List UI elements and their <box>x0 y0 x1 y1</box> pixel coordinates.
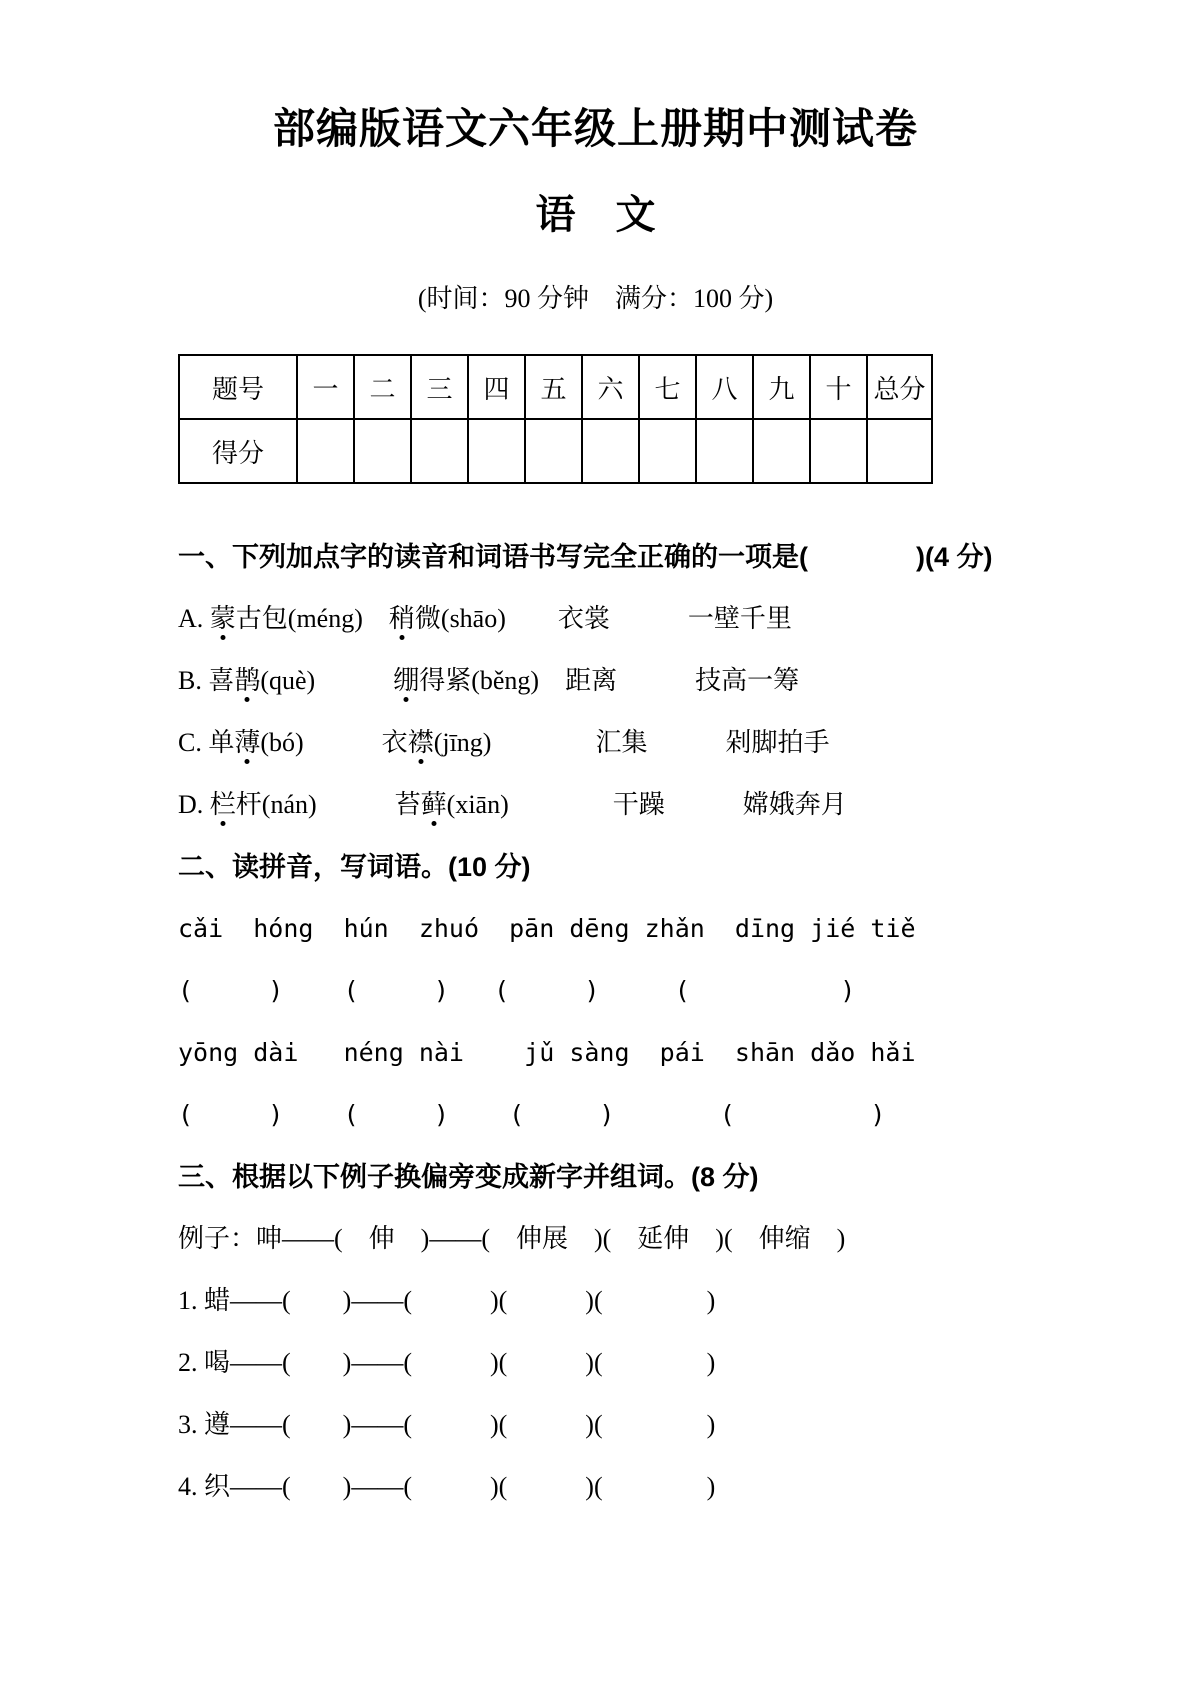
score-input-cell <box>753 419 810 483</box>
dotted-character: 绷 <box>393 666 420 695</box>
dotted-character: 蒙 <box>209 604 236 633</box>
score-row-label: 得分 <box>179 419 297 483</box>
dotted-character: 鹊 <box>234 666 261 695</box>
dotted-character: 薄 <box>234 728 261 757</box>
score-table <box>178 354 933 484</box>
section-1-heading: 一、下列加点字的读音和词语书写完全正确的一项是( )(4 分) <box>178 542 993 572</box>
score-input-cell <box>582 419 639 483</box>
dotted-character: 稍 <box>388 604 415 633</box>
score-input-cell <box>867 419 932 483</box>
score-input-cell <box>297 419 354 483</box>
question-number-row <box>179 355 932 419</box>
score-col-header: 八 <box>696 355 753 419</box>
score-col-header: 十 <box>810 355 867 419</box>
section-3-item-1: 1. 蜡——( )——( )( )( ) <box>178 1286 716 1315</box>
option-text-segment: D. <box>178 790 210 819</box>
option-text-segment: C. 单 <box>178 728 235 757</box>
section-3-item-2: 2. 喝——( )——( )( )( ) <box>178 1348 716 1377</box>
score-col-header: 五 <box>525 355 582 419</box>
option-b-line <box>178 650 1038 712</box>
option-text-segment: B. 喜 <box>178 666 235 695</box>
dotted-character: 藓 <box>420 790 447 819</box>
score-col-header: 七 <box>639 355 696 419</box>
option-text-segment: A. <box>178 604 210 633</box>
score-input-cell <box>468 419 525 483</box>
option-text-segment: 微(shāo) 衣裳 一壁千里 <box>414 604 792 633</box>
score-col-header: 三 <box>411 355 468 419</box>
option-c-line <box>178 712 1038 774</box>
score-col-header: 二 <box>354 355 411 419</box>
answer-blanks-row-2: ( ) ( ) ( ) ( ) <box>178 1100 886 1129</box>
score-input-cell <box>411 419 468 483</box>
score-input-cell <box>810 419 867 483</box>
score-input-cell <box>354 419 411 483</box>
section-3-heading: 三、根据以下例子换偏旁变成新字并组词。(8 分) <box>178 1162 759 1192</box>
option-text-segment: 杆(nán) 苔 <box>235 790 421 819</box>
score-col-header: 一 <box>297 355 354 419</box>
pinyin-row-2: yōng dài néng nài jǔ sàng pái shān dǎo hǎi <box>178 1038 916 1067</box>
answer-blanks-row-1: ( ) ( ) ( ) ( ) <box>178 976 856 1005</box>
option-a-line <box>178 588 1038 650</box>
score-col-header: 九 <box>753 355 810 419</box>
page-title: 部编版语文六年级上册期中测试卷 <box>272 105 918 152</box>
exam-body <box>178 526 1038 1518</box>
option-text-segment: 古包(méng) <box>235 604 389 633</box>
score-input-cell <box>639 419 696 483</box>
exam-time-score-info: (时间：90 分钟 满分：100 分) <box>417 284 774 313</box>
section-2-heading: 二、读拼音，写词语。(10 分) <box>178 852 531 882</box>
option-text-segment: (bó) 衣 <box>260 728 408 757</box>
score-col-header: 总分 <box>867 355 932 419</box>
score-input-cell <box>696 419 753 483</box>
score-col-header: 四 <box>468 355 525 419</box>
score-row <box>179 419 932 483</box>
option-text-segment: (jīng) 汇集 剁脚拍手 <box>433 728 830 757</box>
section-3-example: 例子：呻——( 伸 )——( 伸展 )( 延伸 )( 伸缩 ) <box>178 1224 846 1253</box>
score-col-header: 六 <box>582 355 639 419</box>
pinyin-row-1: cǎi hóng hún zhuó pān dēng zhǎn dīng jié tiě <box>178 914 916 943</box>
option-text-segment: 得紧(běng) 距离 技高一筹 <box>419 666 800 695</box>
dotted-character: 襟 <box>407 728 434 757</box>
option-text-segment: (què) <box>260 666 394 695</box>
dotted-character: 栏 <box>209 790 236 819</box>
option-text-segment: (xiān) 干躁 嫦娥奔月 <box>446 790 847 819</box>
section-3-item-3: 3. 遵——( )——( )( )( ) <box>178 1410 716 1439</box>
option-d-line <box>178 774 1038 836</box>
score-input-cell <box>525 419 582 483</box>
section-3-item-4: 4. 织——( )——( )( )( ) <box>178 1472 716 1501</box>
subject-title: 语 文 <box>535 193 656 237</box>
question-row-label: 题号 <box>179 355 297 419</box>
